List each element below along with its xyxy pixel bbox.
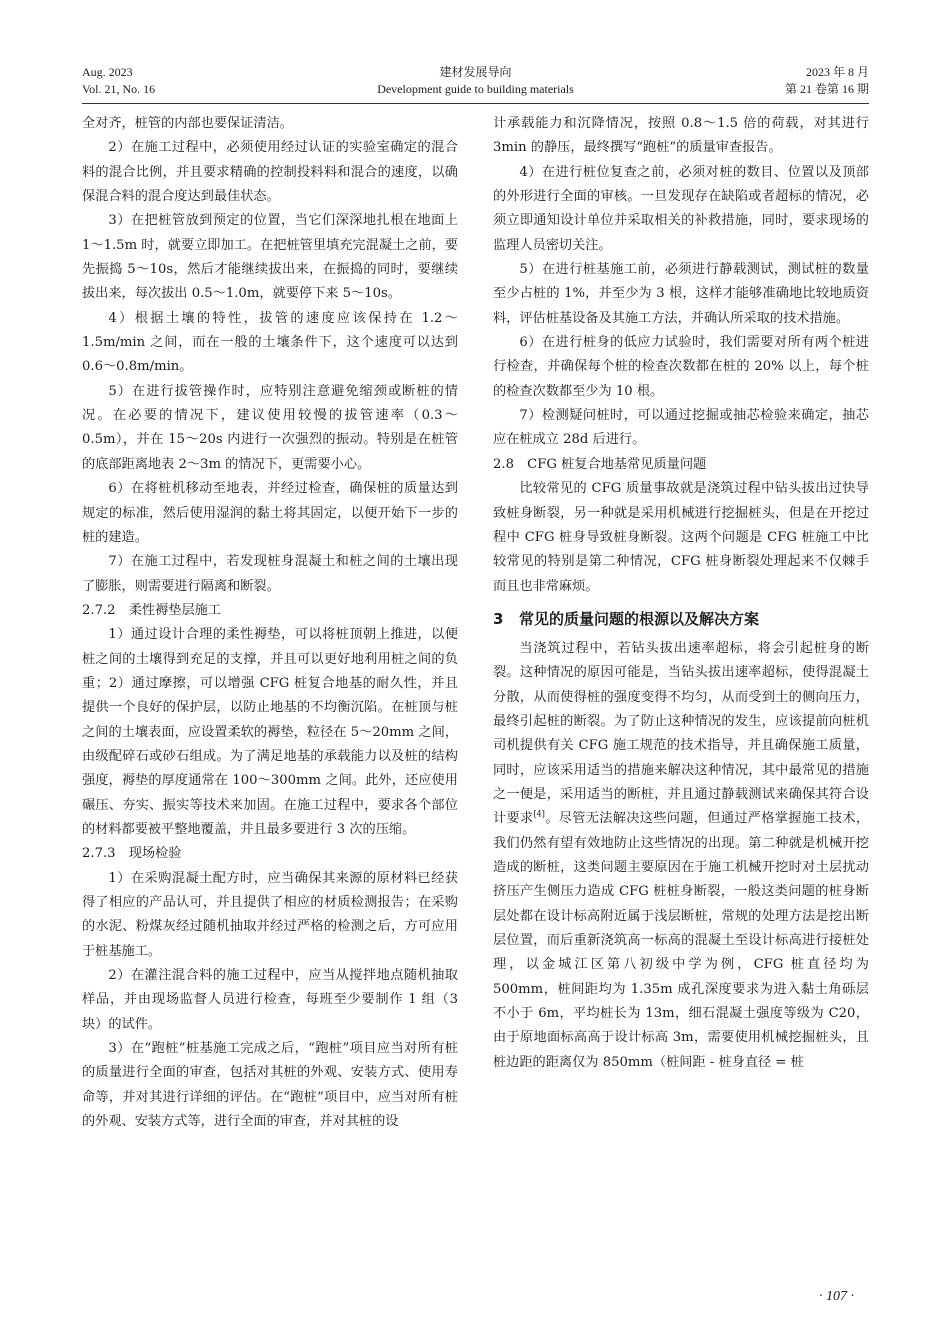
section-heading-2-7-2: 2.7.2 柔性褥垫层施工	[82, 602, 222, 618]
paragraph: 4）在进行桩位复查之前，必须对桩的数目、位置以及顶部的外形进行全面的审核。一旦发现存在缺陷或者超标的情况，必须立即通知设计单位并采取相关的补救措施，同时，要求现场的监理人员密切关注。	[493, 164, 869, 253]
section-number: 3	[493, 609, 504, 628]
paragraph: 1）通过设计合理的柔性褥垫，可以将桩顶朝上推进，以便桩之间的土壤得到充足的支撑，并且可以更好地利用桩之间的负重；2）通过摩擦，可以增强 CFG 桩复合地基的耐久性，并且提供一个良好的保护层，以防止地基的不均衡沉陷。在桩顶与桩之间的土壤表面，应设置柔软的褥垫，粒径在 5～20mm 之间，由级配碎石或砂石组成。为了满足地基的承载能力以及桩的结构强度，褥垫的厚度通常在 100～300mm 之间。此外，还应使用碾压、夯实、振实等技术来加固。在施工过程中，要求各个部位的材料都要被平整地覆盖，并且最多要进行 3 次的压缩。	[82, 627, 458, 837]
section-heading-3	[493, 607, 869, 631]
paragraph: 2）在灌注混合料的施工过程中，应当从搅拌地点随机抽取样品，并由现场监督人员进行检查，每班至少要制作 1 组（3 块）的试件。	[82, 968, 458, 1032]
paragraph-text: 。尽管无法解决这些问题，但通过严格掌握施工技术，我们仍然有望有效地防止这些情况的出现。第二种就是机械开挖造成的断桩，这类问题主要原因在于施工机械开挖时对土层扰动挤压产生侧压力造成 CFG 桩桩身断裂，一般这类问题的桩身断层处都在设计标高附近属于浅层断桩，常规的处理方法是挖出断层位置，而后重新浇筑高一标高的混凝土至设计标高进行接桩处理，以金城江区第八初级中学为例，CFG 桩直径均为 500mm，桩间距均为 1.35m 成孔深度要求为进入黏土角砾层不小于 6m，平均桩长为 13m，细石混凝土强度等级为 C20，由于原地面标高高于设计标高 3m，需要使用机械挖掘桩头，且桩边距的距离仅为 850mm（桩间距 - 桩身直径 = 桩	[493, 811, 870, 1070]
left-column	[82, 112, 458, 1134]
paragraph: 6）在将桩机移动至地表，并经过检查，确保桩的质量达到规定的标准，然后使用湿润的黏土将其固定，以便开始下一步的桩的建造。	[82, 481, 458, 545]
paragraph: 3）在把桩管放到预定的位置，当它们深深地扎根在地面上 1～1.5m 时，就要立即加工。在把桩管里填充完混凝土之前，要先振捣 5～10s，然后才能继续拔出来，在振捣的同时，要继续拔出来，每次拔出 0.5～1.0m，就要停下来 5～10s。	[82, 213, 458, 302]
paragraph: 6）在进行桩身的低应力试验时，我们需要对所有两个桩进行检查，并确保每个桩的检查次数都在桩的 20% 以上，每个桩的检查次数都至少为 10 根。	[493, 335, 869, 399]
date-en: Aug. 2023	[82, 65, 133, 79]
paragraph: 1）在采购混凝土配方时，应当确保其来源的原材料已经获得了相应的产品认可，并且提供了相应的材质检测报告；在采购的水泥、粉煤灰经过随机抽取并经过严格的检测之后，方可应用于桩基施工。	[82, 870, 458, 959]
volume-cn: 第 21 卷第 16 期	[784, 82, 869, 96]
date-cn: 2023 年 8 月	[805, 65, 869, 79]
paragraph: 全对齐，桩管的内部也要保证清洁。	[82, 116, 293, 131]
citation-ref[interactable]: [4]	[533, 809, 545, 819]
paragraph: 5）在进行拔管操作时，应特别注意避免缩颈或断桩的情况。在必要的情况下，建议使用较慢的拔管速率（0.3～0.5m），并在 15～20s 内进行一次强烈的振动。特别是在桩管的底部距离地表 2～3m 的情况下，更需要小心。	[82, 383, 458, 472]
section-title: 常见的质量问题的根源以及解决方案	[519, 609, 760, 628]
paragraph: 3）在“跑桩”桩基施工完成之后，“跑桩”项目应当对所有桩的质量进行全面的审查，包括对其桩的外观、安装方式、使用寿命等，并对其进行详细的评估。在“跑桩”项目中，应当对所有桩的外观、安装方式等，进行全面的审查，并对其桩的设	[82, 1041, 458, 1130]
paragraph: 计承载能力和沉降情况，按照 0.8～1.5 倍的荷载，对其进行 3min 的静压，最终撰写“跑桩”的质量审查报告。	[493, 116, 869, 156]
journal-title-cn: 建材发展导向	[439, 65, 512, 79]
volume-en: Vol. 21, No. 16	[82, 82, 156, 96]
section-heading-2-7-3: 2.7.3 现场检验	[82, 846, 182, 862]
paragraph: 2）在施工过程中，必须使用经过认证的实验室确定的混合料的混合比例，并且要求精确的控制投料料和混合的速度，以确保混合料的混合度达到最佳状态。	[82, 140, 458, 205]
running-header	[82, 64, 869, 104]
journal-issue-cn	[785, 64, 869, 98]
right-column	[493, 112, 869, 1075]
journal-title	[82, 64, 869, 98]
paragraph: 7）在施工过程中，若发现桩身混凝土和桩之间的土壤出现了膨胀，则需要进行隔离和断裂。	[82, 554, 458, 594]
paragraph: 比较常见的 CFG 质量事故就是浇筑过程中钻头拔出过快导致桩身断裂，另一种就是采用机械进行挖掘桩头，但是在开挖过程中 CFG 桩身导致桩身断裂。这两个问题是 CFG 桩施工中比较常见的特别是第二种情况，CFG 桩身断裂处理起来不仅棘手而且也非常麻烦。	[493, 481, 869, 594]
page-number: · 107 ·	[819, 1289, 854, 1304]
section-heading-2-8: 2.8 CFG 桩复合地基常见质量问题	[493, 456, 707, 472]
journal-title-en: Development guide to building materials	[377, 82, 574, 96]
paragraph-text: 当浇筑过程中，若钻头拔出速率超标，将会引起桩身的断裂。这种情况的原因可能是，当钻头拔出速率超标，使得混凝土分散，从而使得桩的强度变得不均匀，从而受到土的侧向压力，最终引起桩的断裂。为了防止这种情况的发生，应该提前向桩机司机提供有关 CFG 施工规范的技术指导，并且确保施工质量，同时，应该采用适当的措施来解决这种情况，其中最常见的措施之一便是，采用适当的断桩，并且通过静载测试来确保其符合设计要求	[493, 640, 869, 827]
paragraph: 7）检测疑问桩时，可以通过挖掘或抽芯检验来确定，抽芯应在桩成立 28d 后进行。	[493, 408, 869, 448]
paragraph	[493, 637, 869, 1075]
paragraph: 5）在进行桩基施工前，必须进行静载测试，测试桩的数量至少占桩的 1%，并至少为 3 根，这样才能够准确地比较地质资料，评估桩基设备及其施工方法，并确认所采取的技术措施。	[493, 262, 869, 326]
header-divider	[82, 103, 869, 104]
paragraph: 4）根据土壤的特性，拔管的速度应该保持在 1.2～1.5m/min 之间，而在一般的土壤条件下，这个速度可以达到 0.6～0.8m/min。	[82, 310, 458, 375]
